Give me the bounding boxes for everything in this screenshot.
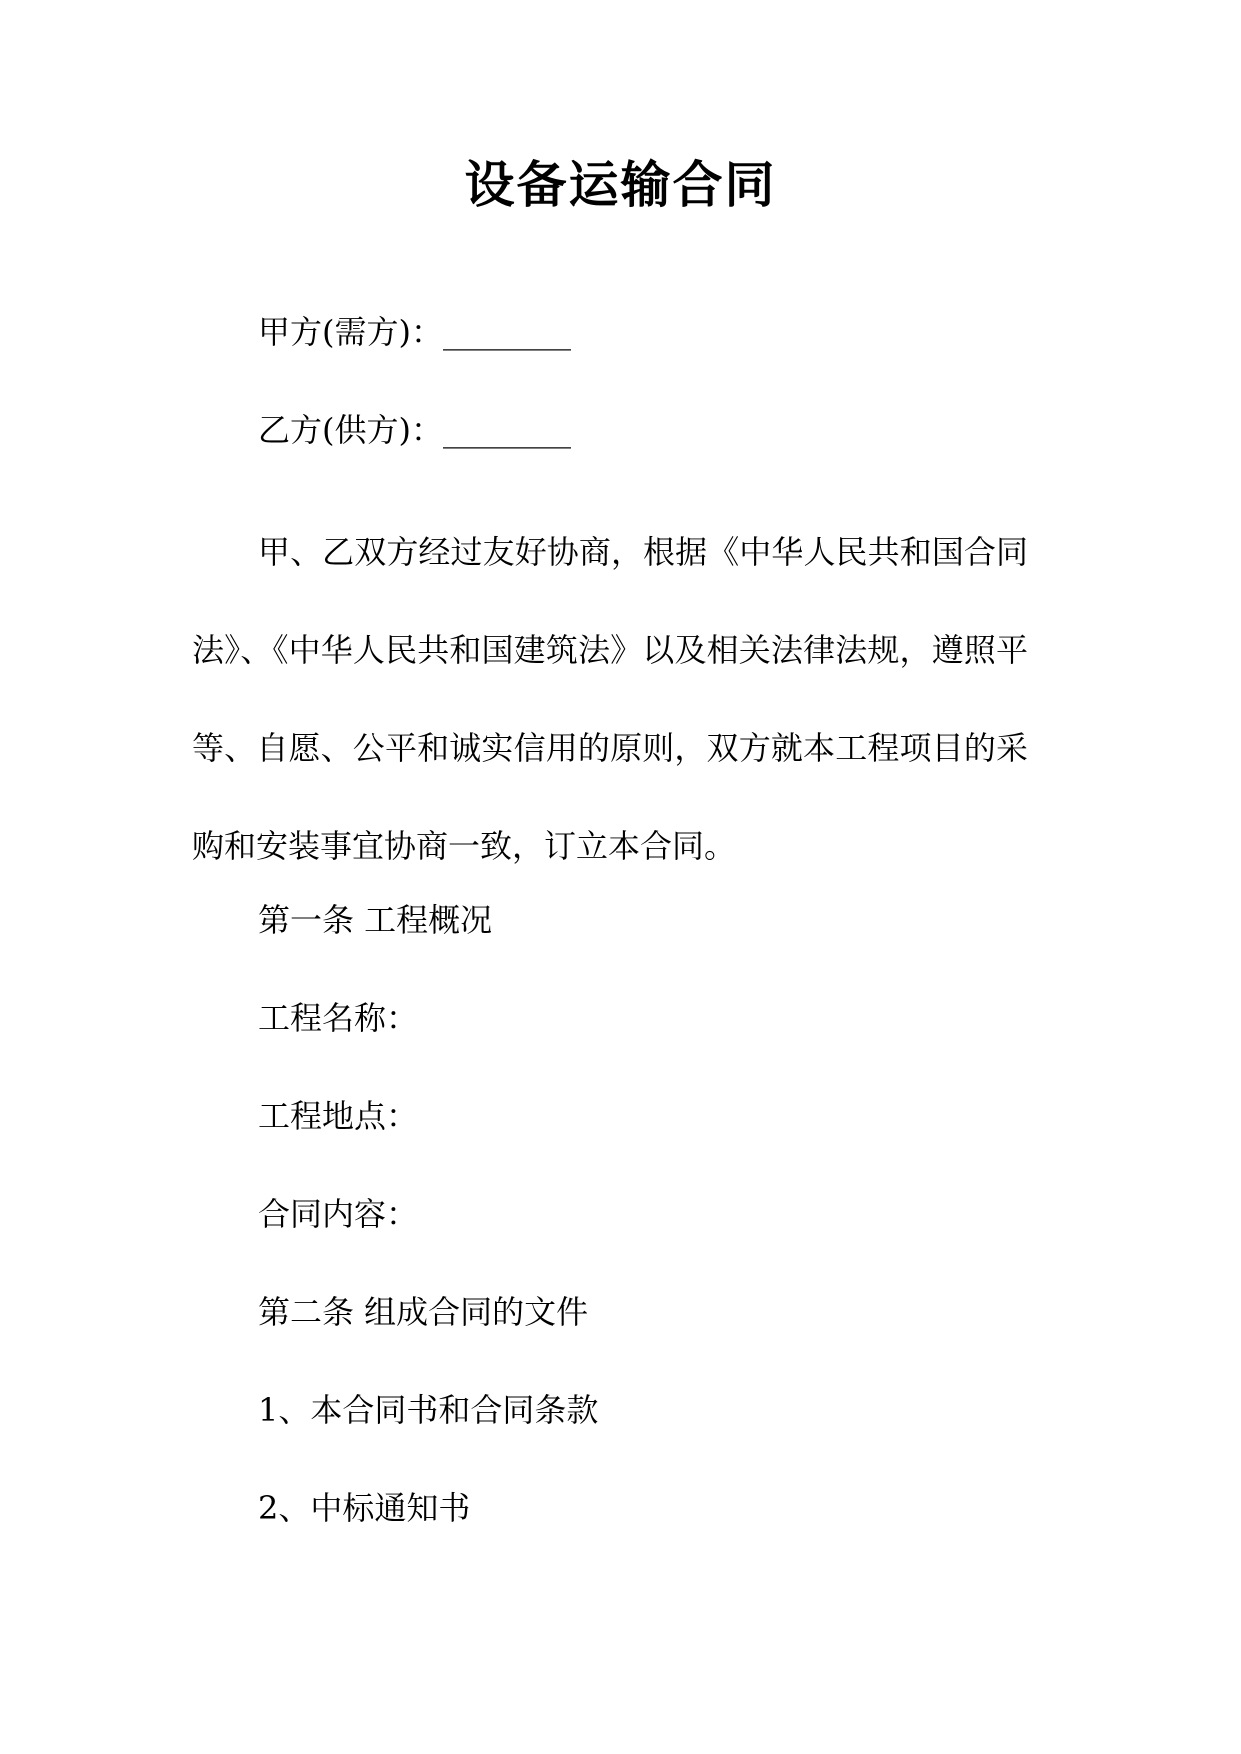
list-item-1: 1、本合同书和合同条款 <box>258 1391 599 1429</box>
project-location-line: 工程地点： <box>258 1097 419 1135</box>
project-name-line: 工程名称： <box>258 999 419 1037</box>
party-b-line: 乙方(供方)：________ <box>258 411 571 449</box>
list-item-2: 2、中标通知书 <box>258 1489 471 1527</box>
party-a-line: 甲方(需方)：________ <box>258 313 571 351</box>
contract-content-line: 合同内容： <box>258 1195 419 1233</box>
article-2-heading: 第二条 组成合同的文件 <box>258 1293 589 1331</box>
document-title: 设备运输合同 <box>464 156 777 214</box>
article-1-heading: 第一条 工程概况 <box>258 901 493 939</box>
preamble-paragraph: 甲、乙双方经过友好协商，根据《中华人民共和国合同法》、《中华人民共和国建筑法》以及相关法律法规，遵照平等、自愿、公平和诚实信用的原则，双方就本工程项目的采购和安装事宜协商一致，订立本合同。 <box>192 533 1028 865</box>
